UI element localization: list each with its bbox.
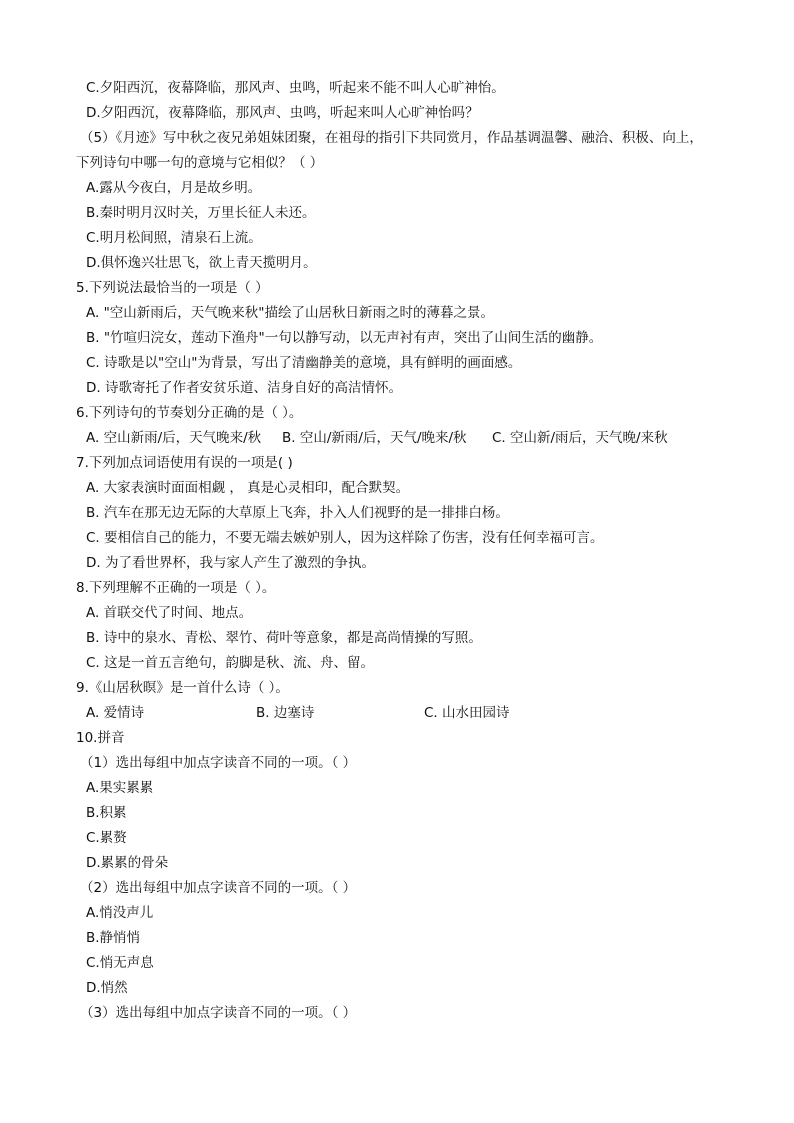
q8-stem: 8.下列理解不正确的一项是（ ）。: [76, 580, 276, 596]
q10-1-option-c: C.累赘: [86, 830, 127, 846]
q5-option-a: A. "空山新雨后，天气晚来秋"描绘了山居秋日新雨之时的薄暮之景。: [86, 305, 494, 321]
q4-5-option-a: A.露从今夜白，月是故乡明。: [86, 180, 262, 196]
q10-3-stem: （3）选出每组中加点字读音不同的一项。（ ）: [80, 1005, 357, 1021]
q10-1-option-d: D.累累的骨朵: [86, 855, 169, 871]
q6-option-b: B. 空山/新雨/后，天气/晚来/秋: [282, 430, 467, 446]
q10-2-option-c: C.悄无声息: [86, 955, 154, 971]
q9-option-b: B. 边塞诗: [256, 705, 315, 721]
q7-option-c: C. 要相信自己的能力，不要无端去嫉妒别人，因为这样除了伤害，没有任何幸福可言。: [86, 530, 604, 546]
q4-5-option-b: B.秦时明月汉时关，万里长征人未还。: [86, 205, 316, 221]
q4-option-c: C.夕阳西沉，夜幕降临，那风声、虫鸣，听起来不能不叫人心旷神怡。: [86, 80, 505, 96]
q6-options-row: [86, 428, 706, 448]
q10-1-option-b: B.积累: [86, 805, 127, 821]
q7-option-d: D. 为了看世界杯，我与家人产生了激烈的争执。: [86, 555, 375, 571]
q4-5-stem-line1: （5）《月迹》写中秋之夜兄弟姐妹团聚，在祖母的指引下共同赏月，作品基调温馨、融洽、积极、向上，: [80, 130, 703, 146]
q10-2-option-b: B.静悄悄: [86, 930, 141, 946]
q4-5-option-d: D.俱怀逸兴壮思飞，欲上青天揽明月。: [86, 255, 317, 271]
q8-option-b: B. 诗中的泉水、青松、翠竹、荷叶等意象，都是高尚情操的写照。: [86, 630, 482, 646]
q10-2-option-d: D.悄然: [86, 980, 128, 996]
q7-option-b: B. 汽车在那无边无际的大草原上飞奔，扑入人们视野的是一排排白杨。: [86, 505, 509, 521]
q10-2-stem: （2）选出每组中加点字读音不同的一项。（ ）: [80, 880, 357, 896]
q7-option-a: A. 大家表演时面面相觑 ， 真是心灵相印，配合默契。: [86, 480, 410, 496]
q8-option-a: A. 首联交代了时间、地点。: [86, 605, 253, 621]
q5-stem: 5.下列说法最恰当的一项是（ ）: [76, 280, 269, 296]
q10-stem: 10.拼音: [76, 730, 125, 746]
q7-stem: 7.下列加点词语使用有误的一项是( ): [76, 455, 293, 471]
q10-1-option-a: A.果实累累: [86, 780, 154, 796]
q6-option-c: C. 空山新/雨后，天气晚/来秋: [492, 430, 668, 446]
q5-option-d: D. 诗歌寄托了作者安贫乐道、洁身自好的高洁情怀。: [86, 380, 402, 396]
q5-option-c: C. 诗歌是以"空山"为背景，写出了清幽静美的意境，具有鲜明的画面感。: [86, 355, 522, 371]
q9-option-c: C. 山水田园诗: [424, 705, 510, 721]
q10-1-stem: （1）选出每组中加点字读音不同的一项。（ ）: [80, 755, 357, 771]
q4-5-option-c: C.明月松间照，清泉石上流。: [86, 230, 262, 246]
q10-2-option-a: A.悄没声儿: [86, 905, 154, 921]
q6-stem: 6.下列诗句的节奏划分正确的是（ ）。: [76, 405, 303, 421]
q4-option-d: D.夕阳西沉，夜幕降临，那风声、虫鸣，听起来叫人心旷神怡吗？: [86, 105, 479, 121]
q9-options-row: [86, 703, 606, 723]
q6-option-a: A. 空山新雨/后，天气晚来/秋: [86, 430, 262, 446]
q4-5-stem-line2: 下列诗句中哪一句的意境与它相似？（ ）: [76, 155, 324, 171]
q5-option-b: B. "竹喧归浣女，莲动下渔舟"一句以静写动，以无声衬有声，突出了山间生活的幽静。: [86, 330, 603, 346]
q9-stem: 9.《山居秋暝》是一首什么诗（ ）。: [76, 680, 289, 696]
q9-option-a: A. 爱情诗: [86, 705, 145, 721]
q8-option-c: C. 这是一首五言绝句，韵脚是秋、流、舟、留。: [86, 655, 375, 671]
